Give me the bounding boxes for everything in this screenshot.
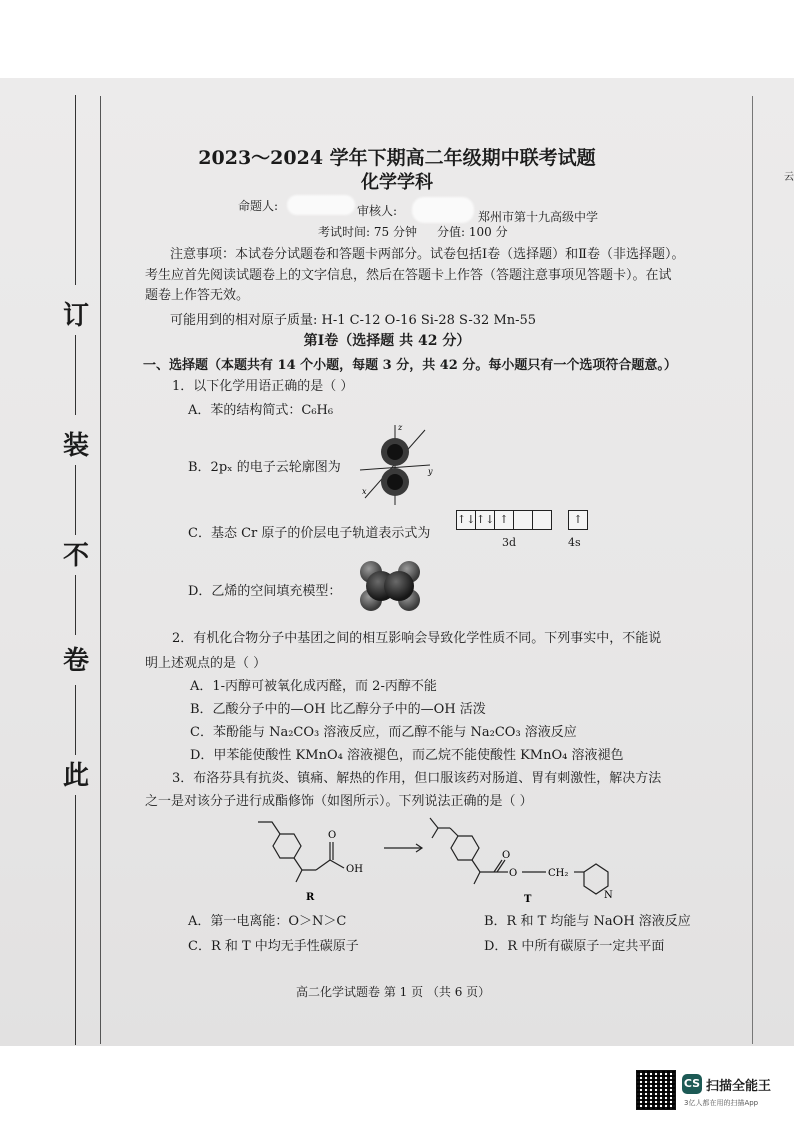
margin-rule [100,96,101,1044]
binding-margin [56,95,96,1045]
orbital-box: ↑ [568,510,588,530]
label-3d: 3d [502,536,517,549]
q3-stem: 3．布洛芬具有抗炎、镇痛、解热的作用，但口服该药对肠道、胃有刺激性，解决方法 [172,771,662,786]
atomic-masses: 可能用到的相对原子质量: H-1 C-12 O-16 Si-28 S-32 Mn-55 [170,313,537,328]
orbital-box [513,510,533,530]
orbital-box: ↑ [494,510,514,530]
proposer-label: 命题人: [238,199,279,213]
notice-line: 注意事项：本试卷分试题卷和答题卡两部分。试卷包括Ⅰ卷（选择题）和Ⅱ卷（非选择题）。 [170,247,685,262]
o-label: O [502,850,511,861]
orbital-diagram-4s [568,510,587,530]
orbital-box: ↑↓ [456,510,476,530]
o-label: O [509,868,518,879]
axis-y-label: y [428,467,433,476]
right-rule [752,96,753,1044]
q2-stem: 2．有机化合物分子中基团之间的相互影响会导致化学性质不同。下列事实中，不能说 [172,631,662,646]
binding-char: 此 [62,761,89,791]
exam-time: 考试时间: 75 分钟 [318,225,417,239]
label-r: R [306,892,315,903]
q3-option-d: D．R 中所有碳原子一定共平面 [484,939,665,954]
redacted-name [287,195,355,215]
orbital-diagram-3d [456,510,551,530]
q2-option-c: C．苯酚能与 Na₂CO₃ 溶液反应，而乙醇不能与 Na₂CO₃ 溶液反应 [190,725,577,740]
notice-line: 考生应首先阅读试题卷上的文字信息，然后在答题卡上作答（答题注意事项见答题卡）。在试 [145,268,672,283]
scanner-tagline: 3亿人都在用的扫描App [684,1099,759,1107]
orbital-box [532,510,552,530]
redacted-name [412,197,474,223]
exam-subject: 化学学科 [361,172,433,193]
q3-option-a: A．第一电离能：O＞N＞C [188,914,347,929]
o-label: O [328,830,337,841]
q2-option-a: A．1-丙醇可被氧化成丙醛，而 2-丙醇不能 [190,679,437,694]
exam-title: 2023～2024 学年下期高二年级期中联考试题 [198,147,596,169]
ch2-label: CH₂ [548,868,569,879]
school-name: 郑州市第十九高级中学 [478,210,599,224]
q2-option-d: D．甲苯能使酸性 KMnO₄ 溶液褪色，而乙烷不能使酸性 KMnO₄ 溶液褪色 [190,748,624,763]
ester-reaction-diagram [250,812,670,904]
q1-stem: 1．以下化学用语正确的是（ ） [172,379,354,394]
ethylene-model [355,558,425,614]
page-footer: 高二化学试题卷 第 1 页 （共 6 页） [296,985,491,999]
q3-option-c: C．R 和 T 中均无手性碳原子 [188,939,359,954]
binding-char: 订 [62,301,89,331]
binding-char: 装 [62,431,89,461]
binding-char: 卷 [62,646,89,676]
n-label: N [604,890,613,901]
part-title: 一、选择题（本题共有 14 个小题，每题 3 分，共 42 分。每小题只有一个选项符合题意。） [143,358,677,373]
notice-line: 题卷上作答无效。 [145,288,250,303]
q2-option-b: B．乙酸分子中的—OH 比乙醇分子中的—OH 活泼 [190,702,486,717]
q1-option-d: D．乙烯的空间填充模型： [188,584,342,599]
scanner-name: 扫描全能王 [706,1079,772,1094]
q2-stem: 明上述观点的是（ ） [145,656,267,671]
electron-cloud-diagram [350,420,440,510]
reviewer-label: 审核人: [357,204,398,218]
qr-code-icon [636,1070,676,1110]
section-title: 第Ⅰ卷（选择题 共 42 分） [303,333,471,349]
oh-label: OH [346,864,363,875]
edge-char: 云 [784,172,794,183]
q1-option-b: B．2pₓ 的电子云轮廓图为 [188,460,341,475]
scanner-logo-icon: CS [682,1074,702,1094]
q1-option-c: C．基态 Cr 原子的价层电子轨道表示式为 [188,526,431,541]
label-4s: 4s [568,536,581,549]
q1-option-a: A．苯的结构简式：C₆H₆ [188,403,334,418]
axis-x-label: x [362,487,367,496]
axis-z-label: z [398,423,403,432]
q3-option-b: B．R 和 T 均能与 NaOH 溶液反应 [484,914,691,929]
exam-score: 分值: 100 分 [437,225,508,239]
q3-stem: 之一是对该分子进行成酯修饰（如图所示）。下列说法正确的是（ ） [145,794,533,809]
label-t: T [524,894,532,904]
binding-char: 不 [62,541,89,571]
orbital-box: ↑↓ [475,510,495,530]
